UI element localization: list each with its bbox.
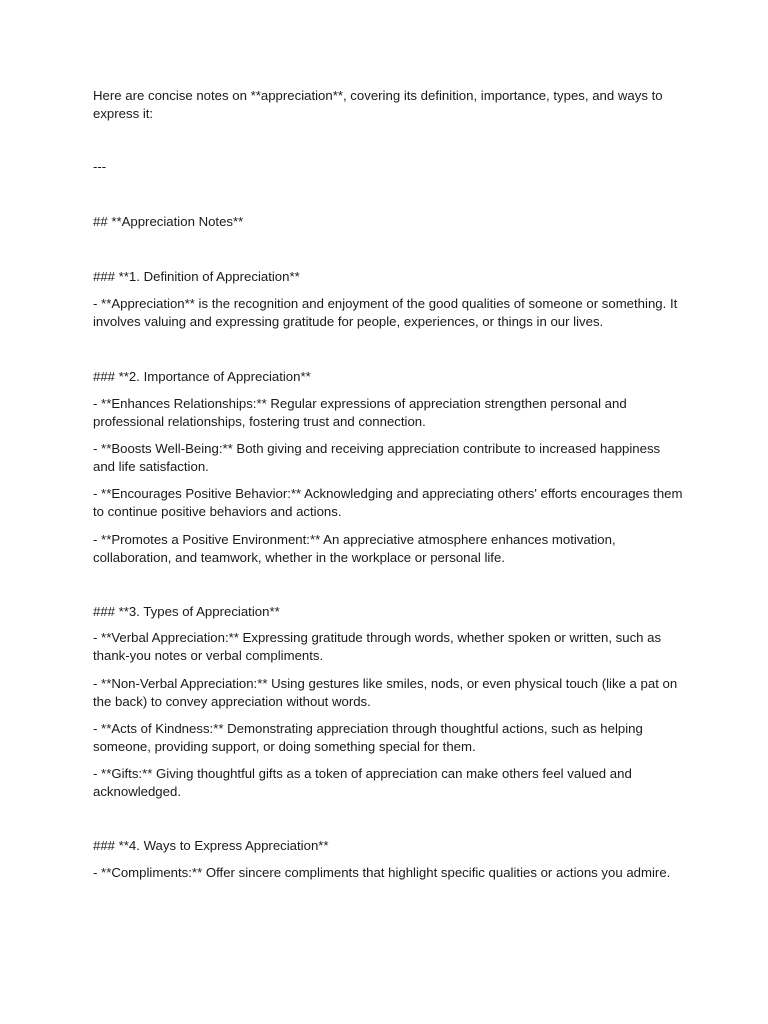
- section-heading-ways: ### **4. Ways to Express Appreciation**: [93, 838, 329, 853]
- section-heading-importance: ### **2. Importance of Appreciation**: [93, 369, 311, 384]
- types-item-gifts: - **Gifts:** Giving thoughtful gifts as a token of appreciation can make others feel valued and acknowledged.: [93, 766, 632, 799]
- importance-item-relationships: - **Enhances Relationships:** Regular expressions of appreciation strengthen personal and professional relationships, fostering trust and connection.: [93, 396, 627, 429]
- types-item-verbal: - **Verbal Appreciation:** Expressing gratitude through words, whether spoken or written, such as thank-you notes or verbal compliments.: [93, 630, 662, 663]
- horizontal-rule-marker: ---: [93, 159, 107, 174]
- importance-item-positive-environment: - **Promotes a Positive Environment:** An appreciative atmosphere enhances motivation, collaboration, and teamwork, whether in the workplace or personal life.: [93, 532, 616, 565]
- types-item-non-verbal: - **Non-Verbal Appreciation:** Using gestures like smiles, nods, or even physical touch (like a pat on the back) to convey appreciation without words.: [93, 676, 678, 709]
- types-item-acts-of-kindness: - **Acts of Kindness:** Demonstrating appreciation through thoughtful actions, such as helping someone, providing support, or doing something special for them.: [93, 721, 643, 754]
- intro-paragraph: Here are concise notes on **appreciation**, covering its definition, importance, types, and ways to express it:: [93, 88, 663, 121]
- ways-item-compliments: - **Compliments:** Offer sincere compliments that highlight specific qualities or actions you admire.: [93, 865, 671, 880]
- document-title: ## **Appreciation Notes**: [93, 214, 244, 229]
- definition-item: - **Appreciation** is the recognition and enjoyment of the good qualities of someone or something. It involves valuing and expressing gratitude for people, experiences, or things in our lives.: [93, 296, 678, 329]
- section-heading-types: ### **3. Types of Appreciation**: [93, 604, 280, 619]
- importance-item-positive-behavior: - **Encourages Positive Behavior:** Acknowledging and appreciating others' efforts encourages them to continue positive behaviors and actions.: [93, 486, 683, 519]
- section-heading-definition: ### **1. Definition of Appreciation**: [93, 269, 300, 284]
- importance-item-well-being: - **Boosts Well-Being:** Both giving and receiving appreciation contribute to increased happiness and life satisfaction.: [93, 441, 661, 474]
